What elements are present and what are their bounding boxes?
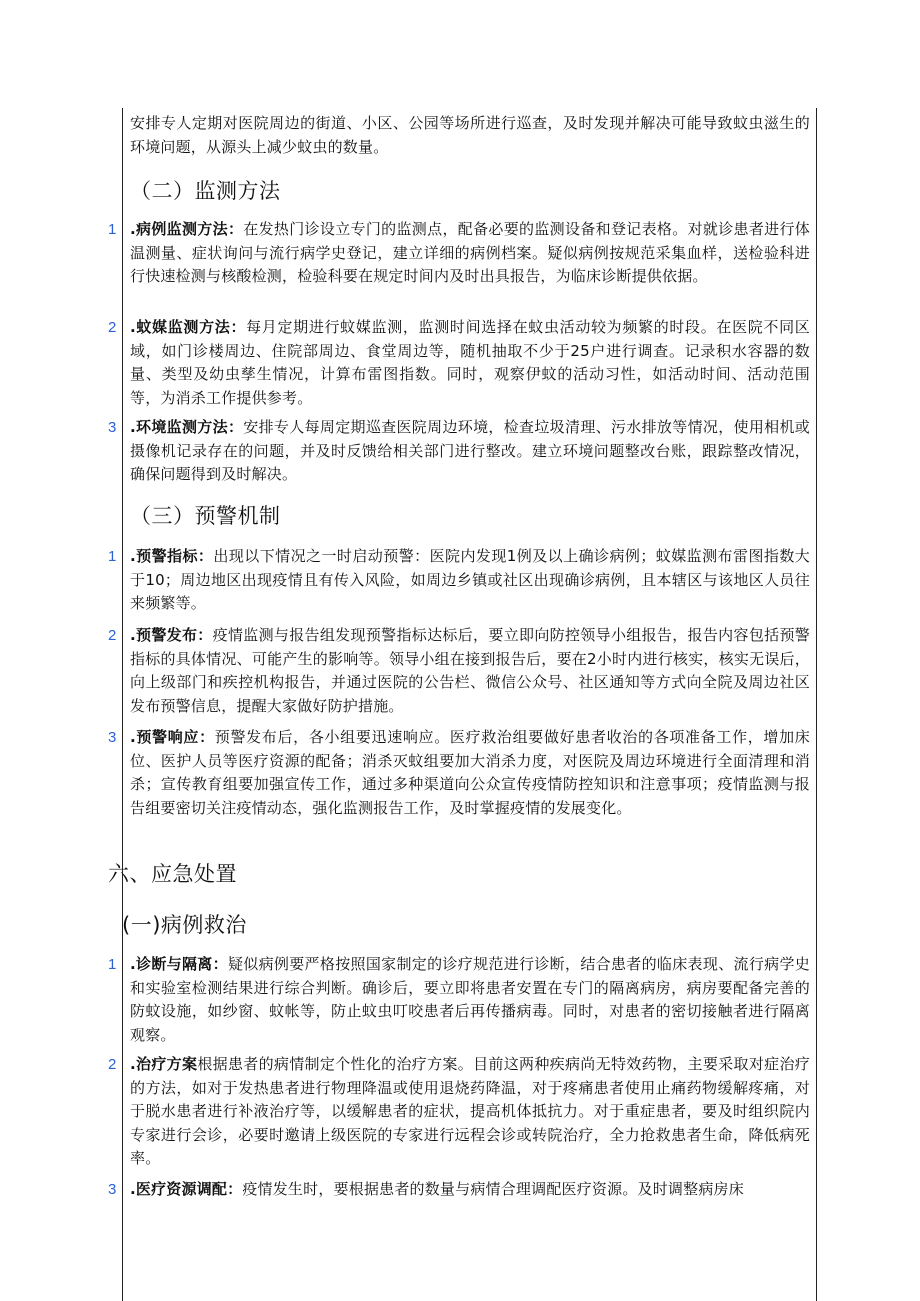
list-item (130, 624, 810, 718)
item-text: 预警发布后，各小组要迅速响应。医疗救治组要做好患者收治的各项准备工作，增加床位、医护人员等医疗资源的配备；消杀灭蚊组要加大消杀力度，对医院及周边环境进行全面清理和消杀；宣传教育组要加强宣传工作，通过多种渠道向公众宣传疫情防控知识和注意事项；疫情监测与报告组要密切关注疫情动态，强化监测报告工作，及时掌握疫情的发展变化。 (130, 728, 810, 817)
list-separator: . (130, 728, 136, 746)
list-separator: . (130, 318, 136, 336)
list-item (130, 316, 810, 410)
item-lead: 环境监测方法： (135, 418, 244, 436)
item-lead: 蚊媒监测方法： (135, 318, 247, 336)
item-text: 安排专人每周定期巡查医院周边环境，检查垃圾清理、污水排放等情况，使用相机或摄像机记录存在的问题，并及时反馈给相关部门进行整改。建立环境问题整改台账，跟踪整改情况，确保问题得到及时解决。 (130, 418, 811, 483)
list-separator: . (130, 1055, 136, 1073)
section-heading-case-treatment: (一)病例救治 (122, 913, 247, 937)
list-item (130, 953, 810, 1047)
item-lead: 预警发布： (135, 626, 213, 644)
item-text: 每月定期进行蚊媒监测，监测时间选择在蚊虫活动较为频繁的时段。在医院不同区域，如门诊楼周边、住院部周边、食堂周边等，随机抽取不少于25户进行调查。记录积水容器的数量、类型及幼虫孳生情况，计算布雷图指数。同时，观察伊蚊的活动习性，如活动时间、活动范围等，为消杀工作提供参考。 (130, 318, 810, 407)
list-separator: . (130, 626, 136, 644)
list-number: 1 (108, 221, 117, 238)
section-heading-monitoring: （二）监测方法 (130, 179, 281, 203)
list-item (130, 1178, 810, 1202)
item-text: 疑似病例要严格按照国家制定的诊疗规范进行诊断，结合患者的临床表现、流行病学史和实验室检测结果进行综合判断。确诊后，要立即将患者安置在专门的隔离病房，病房要配备完善的防蚊设施，如纱窗、蚊帐等，防止蚊虫叮咬患者后再传播病毒。同时，对患者的密切接触者进行隔离观察。 (130, 955, 810, 1044)
item-text: 出现以下情况之一时启动预警：医院内发现1例及以上确诊病例；蚊媒监测布雷图指数大于10；周边地区出现疫情且有传入风险，如周边乡镇或社区出现确诊病例，且本辖区与该地区人员往来频繁等。 (130, 547, 810, 612)
item-lead: 预警响应： (135, 728, 215, 746)
list-separator: . (130, 220, 136, 238)
list-number: 3 (108, 729, 117, 746)
item-text: 疫情监测与报告组发现预警指标达标后，要立即向防控领导小组报告，报告内容包括预警指标的具体情况、可能产生的影响等。领导小组在接到报告后，要在2小时内进行核实，核实无误后，向上级部门和疾控机构报告，并通过医院的公告栏、微信公众号、社区通知等方式向全院及周边社区发布预警信息，提醒大家做好防护措施。 (130, 626, 810, 715)
list-number: 3 (108, 419, 117, 436)
list-item (130, 545, 810, 616)
list-separator: . (130, 1180, 136, 1198)
list-item (130, 726, 810, 820)
list-number: 2 (108, 627, 117, 644)
list-separator: . (130, 547, 136, 565)
chapter-heading-emergency: 六、应急处置 (108, 862, 237, 886)
item-lead: 病例监测方法： (135, 220, 244, 238)
list-separator: . (130, 955, 136, 973)
item-text: 在发热门诊设立专门的监测点，配备必要的监测设备和登记表格。对就诊患者进行体温测量、症状询问与流行病学史登记，建立详细的病例档案。疑似病例按规范采集血样，送检验科进行快速检测与核酸检测，检验科要在规定时间内及时出具报告，为临床诊断提供依据。 (130, 220, 811, 285)
list-number: 3 (108, 1181, 117, 1198)
item-lead: 医疗资源调配： (135, 1180, 243, 1198)
list-item (130, 1053, 810, 1171)
intro-paragraph: 安排专人定期对医院周边的街道、小区、公园等场所进行巡查，及时发现并解决可能导致蚊虫滋生的环境问题，从源头上减少蚊虫的数量。 (130, 114, 810, 156)
list-number: 1 (108, 548, 117, 565)
item-lead: 诊断与隔离： (135, 955, 228, 973)
item-lead: 预警指标： (135, 547, 214, 565)
list-item (130, 218, 810, 289)
list-number: 2 (108, 1056, 117, 1073)
section-heading-warning: （三）预警机制 (130, 504, 281, 528)
item-lead: 治疗方案 (135, 1055, 198, 1073)
list-item (130, 416, 810, 487)
list-separator: . (130, 418, 136, 436)
list-number: 1 (108, 956, 117, 973)
item-text: 疫情发生时，要根据患者的数量与病情合理调配医疗资源。及时调整病房床 (242, 1180, 744, 1198)
item-text: 根据患者的病情制定个性化的治疗方案。目前这两种疾病尚无特效药物，主要采取对症治疗的方法，如对于发热患者进行物理降温或使用退烧药降温，对于疼痛患者使用止痛药物缓解疼痛，对于脱水患者进行补液治疗等，以缓解患者的症状，提高机体抵抗力。对于重症患者，要及时组织院内专家进行会诊，必要时邀请上级医院的专家进行远程会诊或转院治疗，全力抢救患者生命，降低病死率。 (130, 1055, 810, 1167)
list-number: 2 (108, 319, 117, 336)
